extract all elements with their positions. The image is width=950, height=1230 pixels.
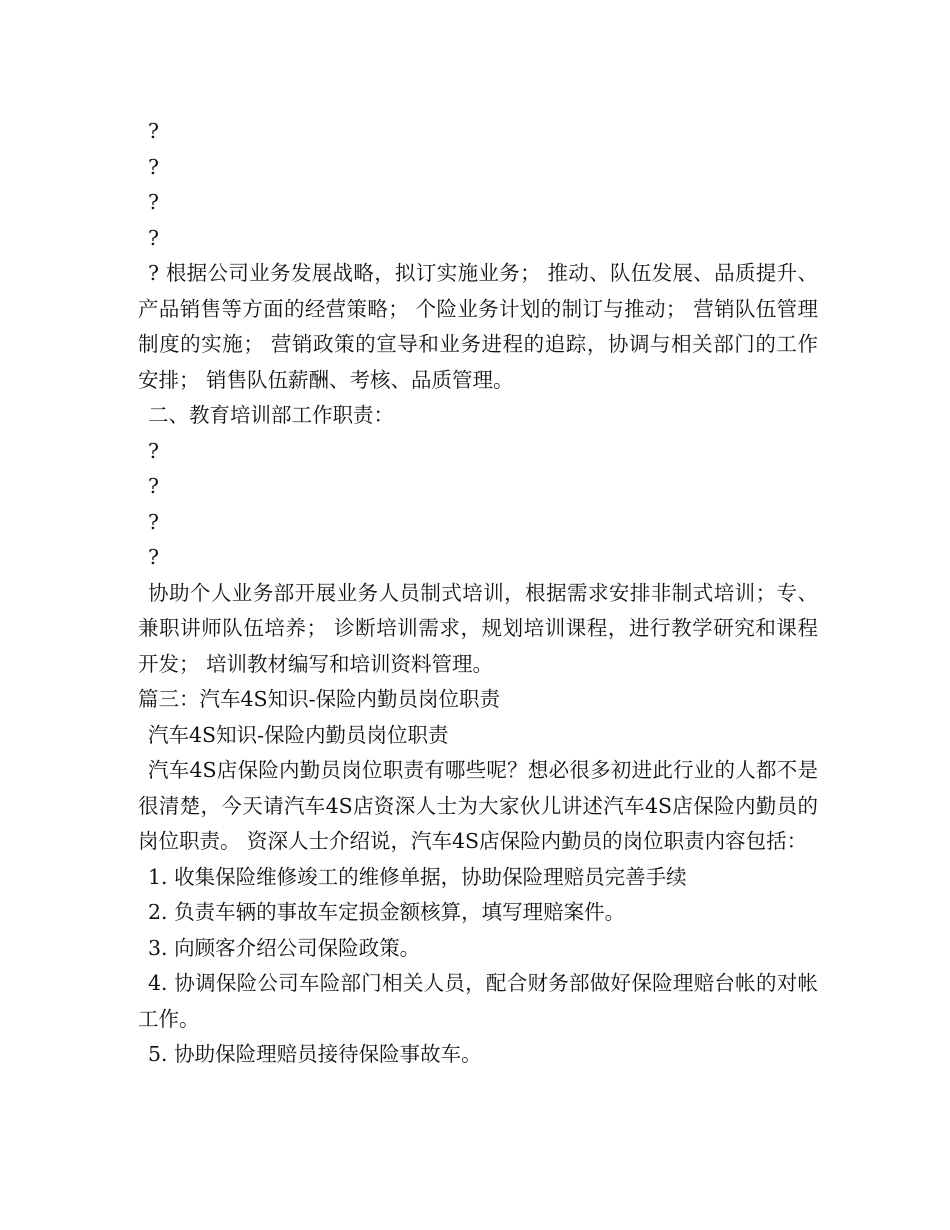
duty-list-item: 4. 协调保险公司车险部门相关人员，配合财务部做好保险理赔台帐的对帐工作。: [138, 971, 818, 1031]
section-heading-training: 二、教育培训部工作职责：: [148, 403, 394, 427]
chapter-title: 篇三：汽车4S知识-保险内勤员岗位职责: [138, 687, 501, 711]
bullet-marker: ?: [148, 545, 159, 569]
article-intro-paragraph: 汽车4S店保险内勤员岗位职责有哪些呢？想必很多初进此行业的人都不是很清楚，今天请汽车4S店资深人士为大家伙儿讲述汽车4S店保险内勤员的岗位职责。 资深人士介绍说，汽车4S店保险内勤员的岗位职责内容包括：: [138, 758, 818, 853]
duty-list-item: 5. 协助保险理赔员接待保险事故车。: [148, 1042, 482, 1066]
bullet-marker: ?: [148, 438, 159, 463]
training-duties-paragraph: 协助个人业务部开展业务人员制式培训，根据需求安排非制式培训；专、兼职讲师队伍培养； 诊断培训需求，规划培训课程，进行教学研究和课程开发； 培训教材编写和培训资料管理。: [138, 580, 818, 676]
bullet-marker: ?: [148, 474, 159, 498]
bullet-marker: ?: [148, 190, 159, 214]
sales-dept-duties-paragraph: ? 根据公司业务发展战略，拟订实施业务； 推动、队伍发展、品质提升、产品销售等方面的经营策略； 个险业务计划的制订与推动； 营销队伍管理制度的实施； 营销政策的宣导和业务进程的追踪，协调与相关部门的工作安排； 销售队伍薪酬、考核、品质管理。: [138, 261, 818, 392]
bullet-marker: ?: [148, 509, 159, 534]
duty-list-item: 2. 负责车辆的事故车定损金额核算，填写理赔案件。: [148, 900, 626, 924]
document-body: [138, 114, 818, 1073]
duty-list-item: 1. 收集保险维修竣工的维修单据，协助保险理赔员完善手续: [148, 864, 687, 889]
article-subtitle: 汽车4S知识-保险内勤员岗位职责: [148, 722, 449, 747]
bullet-marker: ?: [148, 225, 159, 250]
bullet-marker: ?: [148, 119, 159, 143]
duty-list-item: 3. 向顾客介绍公司保险政策。: [148, 935, 421, 960]
bullet-marker: ?: [148, 154, 159, 179]
